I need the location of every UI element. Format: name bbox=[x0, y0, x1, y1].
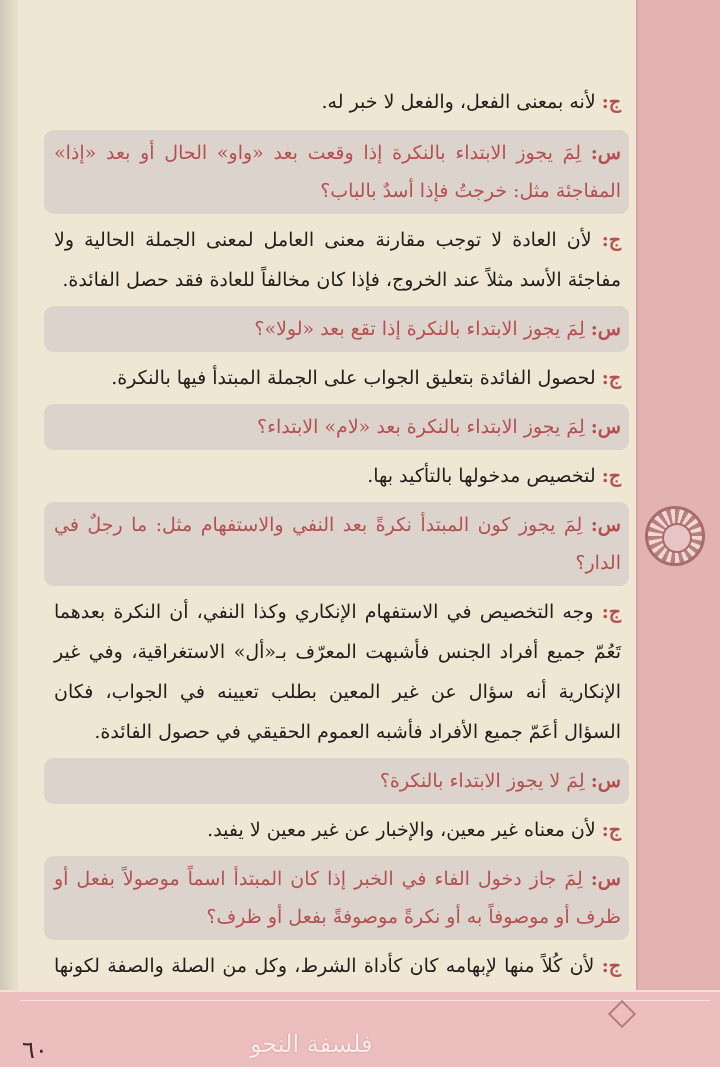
answer-line: تَعُمّ جميع أفراد الجنس فأشبهت المعرّف بـ«أل» الاستغراقية، وفي غير الإنكارية bbox=[54, 641, 621, 703]
question-marker: س: bbox=[590, 868, 621, 890]
question-box bbox=[44, 758, 629, 804]
answer-line: لحصول الفائدة بتعليق الجواب على الجملة المبتدأ فيها بالنكرة. bbox=[111, 367, 596, 389]
question-line: أو موصوفاً به أو نكرةً موصوفةً بفعل أو ظرف؟ bbox=[206, 906, 570, 928]
answer-block bbox=[44, 358, 629, 398]
answer-line: لأنه بمعنى الفعل، والفعل لا خبر له. bbox=[321, 91, 596, 113]
question-line: لِمَ يجوز الابتداء بالنكرة بعد «لام» الابتداء؟ bbox=[256, 416, 585, 438]
question-box bbox=[44, 502, 629, 586]
page-edge-band bbox=[636, 0, 720, 990]
question-line: لِمَ يجوز كون المبتدأ نكرةً بعد النفي والاستفهام مثل: ما رجلٌ في الدار؟ bbox=[54, 514, 621, 574]
answer-marker: ج: bbox=[601, 819, 621, 841]
answer-marker: ج: bbox=[601, 465, 621, 487]
question-marker: س: bbox=[590, 142, 622, 164]
answer-line: فأشبه العموم الحقيقي في حصول الفائدة. bbox=[94, 721, 423, 743]
question-line: لِمَ جاز دخول الفاء في الخبر إذا كان المبتدأ اسماً موصولاً بفعل أو ظرف bbox=[54, 868, 621, 928]
answer-line: وجه التخصيص في الاستفهام الإنكاري وكذا النفي، أن النكرة بعدهما bbox=[54, 601, 594, 623]
answer-line: لأن معناه غير معين، والإخبار عن غير معين لا يفيد. bbox=[207, 819, 596, 841]
answer-marker: ج: bbox=[601, 601, 621, 623]
page-number: ٦٠ bbox=[22, 1036, 48, 1064]
question-box bbox=[44, 306, 629, 352]
answer-marker: ج: bbox=[601, 229, 621, 251]
answer-line: لأن كُلاً منها لإبهامه كان كأداة الشرط، وكل من الصلة والصفة لكونها bbox=[54, 955, 595, 977]
question-line: مثل: خرجتُ فإذا أسدٌ بالباب؟ bbox=[320, 180, 550, 202]
qa-content bbox=[44, 82, 629, 1026]
question-marker: س: bbox=[590, 318, 621, 340]
answer-block bbox=[44, 220, 629, 300]
ornamental-medallion-icon bbox=[645, 506, 705, 566]
question-marker: س: bbox=[590, 514, 621, 536]
answer-line: لتخصيص مدخولها بالتأكيد بها. bbox=[367, 465, 596, 487]
question-marker: س: bbox=[590, 416, 621, 438]
running-title: فلسفة النحو bbox=[250, 1030, 373, 1058]
book-spine-shadow bbox=[0, 0, 18, 1065]
answer-block bbox=[44, 810, 629, 850]
answer-marker: ج: bbox=[601, 955, 622, 977]
question-box bbox=[44, 856, 629, 940]
answer-block bbox=[44, 592, 629, 752]
question-marker: س: bbox=[590, 770, 621, 792]
question-line: لِمَ لا يجوز الابتداء بالنكرة؟ bbox=[379, 770, 585, 792]
answer-line: لأن العادة لا توجب مقارنة معنى العامل لمعنى الجملة الحالية ولا مفاجئة bbox=[54, 229, 621, 291]
answer-line: الأسد مثلاً عند الخروج، فإذا كان مخالفاً للعادة فقد حصل الفائدة. bbox=[62, 269, 562, 291]
question-line: لِمَ يجوز الابتداء بالنكرة إذا تقع بعد «لولا»؟ bbox=[254, 318, 585, 340]
answer-line: أنه سؤال عن غير المعين بطلب تعيينه في الجواب، فكان السؤال أعَمّ جميع الأفراد bbox=[54, 681, 621, 743]
answer-block bbox=[44, 456, 629, 496]
question-box bbox=[44, 404, 629, 450]
answer-marker: ج: bbox=[601, 367, 621, 389]
answer-marker: ج: bbox=[601, 91, 621, 113]
question-box bbox=[44, 130, 629, 214]
question-line: لِمَ يجوز الابتداء بالنكرة إذا وقعت بعد «واو» الحال أو بعد «إذا» المفاجئة bbox=[54, 142, 621, 202]
answer-block bbox=[44, 82, 629, 122]
